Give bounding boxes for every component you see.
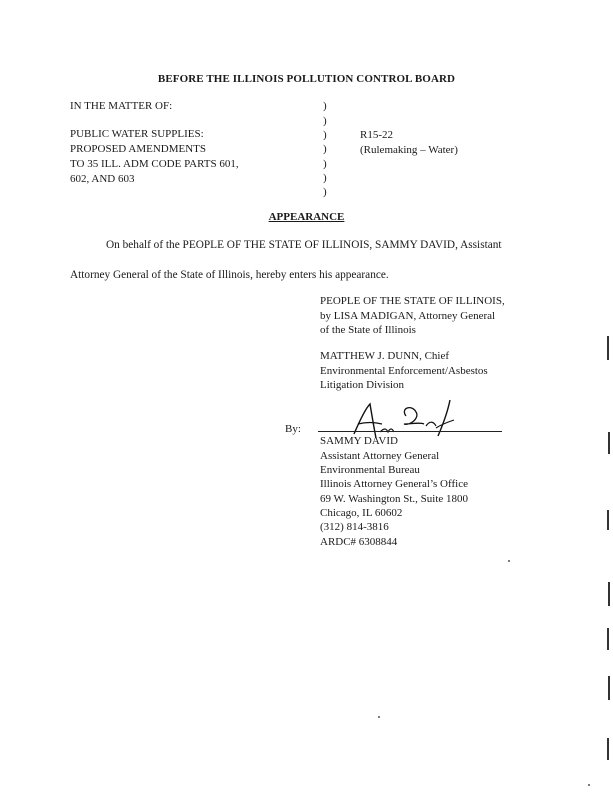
scan-margin-mark [608, 676, 610, 700]
document-title: BEFORE THE ILLINOIS POLLUTION CONTROL BOARD [157, 73, 456, 85]
signer-address-2: Chicago, IL 60602 [320, 507, 403, 519]
appearance-heading: APPEARANCE [268, 211, 345, 223]
caption-in-the-matter-of: IN THE MATTER OF: [70, 100, 173, 112]
party-line-1: PEOPLE OF THE STATE OF ILLINOIS, [320, 295, 505, 307]
scan-margin-mark [607, 628, 609, 650]
caption-paren: ) [323, 143, 327, 155]
caption-paren: ) [323, 172, 327, 184]
body-line-1: On behalf of the PEOPLE OF THE STATE OF ILLINOIS, SAMMY DAVID, Assistant [106, 239, 502, 251]
signer-name: SAMMY DAVID [320, 435, 398, 447]
signer-title: Assistant Attorney General [320, 450, 440, 462]
by-label: By: [285, 423, 301, 435]
signature-line [318, 431, 502, 432]
signer-bureau: Environmental Bureau [320, 464, 420, 476]
party-line-3: of the State of Illinois [320, 324, 416, 336]
scan-margin-mark [607, 510, 609, 530]
division-line-3: Litigation Division [320, 379, 405, 391]
scan-speck [378, 716, 380, 718]
caption-line-code-parts: TO 35 ILL. ADM CODE PARTS 601, [70, 158, 239, 170]
caption-paren: ) [323, 129, 327, 141]
party-line-2: by LISA MADIGAN, Attorney General [320, 310, 496, 322]
scan-margin-mark [607, 738, 609, 760]
docket-type: (Rulemaking – Water) [360, 144, 458, 156]
scan-margin-mark [607, 336, 609, 360]
caption-line-public-water: PUBLIC WATER SUPPLIES: [70, 128, 204, 140]
caption-paren: ) [323, 158, 327, 170]
signer-office: Illinois Attorney General’s Office [320, 478, 468, 490]
caption-line-proposed: PROPOSED AMENDMENTS [70, 143, 206, 155]
body-line-2: Attorney General of the State of Illinois, hereby enters his appearance. [70, 269, 389, 281]
signer-phone: (312) 814-3816 [320, 521, 389, 533]
scan-speck [588, 784, 590, 786]
scan-margin-mark [608, 582, 610, 606]
scan-margin-mark [608, 432, 610, 454]
division-line-2: Environmental Enforcement/Asbestos [320, 365, 488, 377]
caption-paren: ) [323, 186, 327, 198]
caption-paren: ) [323, 115, 327, 127]
signer-ardc: ARDC# 6308844 [320, 536, 398, 548]
division-line-1: MATTHEW J. DUNN, Chief [320, 350, 450, 362]
docket-number: R15-22 [360, 129, 393, 141]
signer-address-1: 69 W. Washington St., Suite 1800 [320, 493, 469, 505]
caption-line-parts-end: 602, AND 603 [70, 173, 135, 185]
scan-speck [508, 560, 510, 562]
caption-paren: ) [323, 100, 327, 112]
